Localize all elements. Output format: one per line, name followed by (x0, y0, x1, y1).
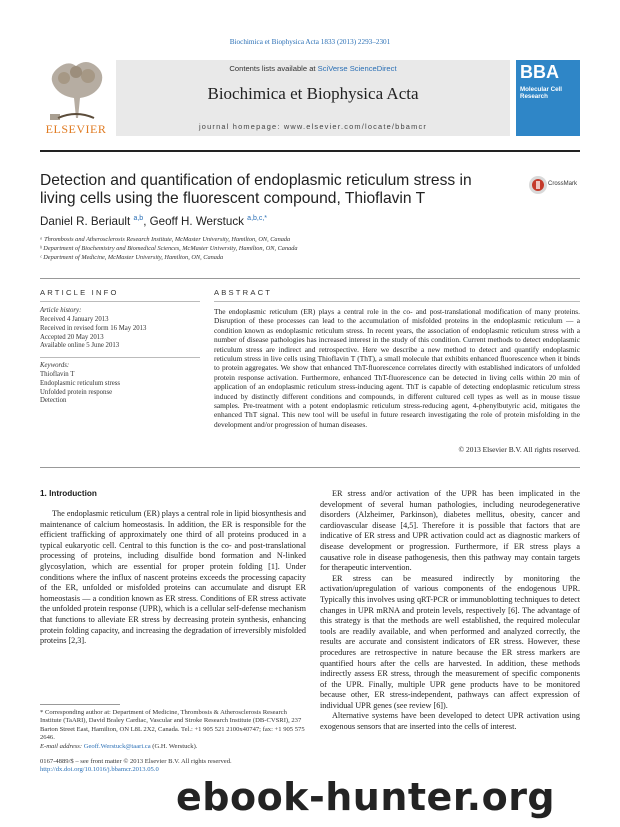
journal-title: Biochimica et Biophysica Acta (207, 84, 419, 103)
section-divider (40, 467, 580, 468)
history-list (40, 316, 146, 351)
author-list: Daniel R. Beriault $^{a,b}$, Geoff H. Werstuck $^{a,b,c,*}$ (40, 215, 268, 228)
affiliation: ᵇ Department of Biochemistry and Biomedical Sciences, McMaster University, Hamilton, ON, Canada (40, 245, 298, 252)
crossmark-label: CrossMark (548, 181, 578, 187)
footer-meta (40, 758, 306, 775)
cover-subtitle: Molecular Cell Research (520, 86, 562, 100)
author-name: Geoff H. Werstuck (149, 215, 244, 228)
body-column-right (320, 489, 580, 733)
paragraph: The endoplasmic reticulum (ER) plays a central role in lipid biosynthesis and maintenance of calcium homeostasis. In addition, the ER is responsible for the efficient trafficking of approximately one third of all proteins produced in a typical eukaryotic cell. Central to this function is the co- and post-translational processing of proteins, including disulfide bond formation and N-linked glycosylation, which are essential for proper protein folding [1]. Under conditions where the influx of nascent proteins exceeds the processing capacity of the ER, unfolded or misfolded proteins can accumulate and disrupt ER homeostasis — a condition known as ER stress. Conditions of ER stress activate the unfolded protein response (UPR), which is a cellular self-defense mechanism that functions to alleviate ER stress by decreasing protein synthesis, enhancing protein folding capacity, and increasing the degradation of irreversibly misfolded proteins [2,3]. (40, 509, 306, 646)
keywords-rule (40, 357, 200, 358)
elsevier-wordmark: ELSEVIER (45, 122, 107, 136)
contents-line (116, 64, 510, 73)
journal-homepage-link[interactable]: journal homepage: www.elsevier.com/locate/bbamcr (198, 122, 428, 131)
keyword: Detection (40, 397, 67, 405)
header-divider (40, 150, 580, 152)
author-name: Daniel R. Beriault (40, 215, 131, 228)
issn-line: 0167-4889/$ – see front matter © 2013 Elsevier B.V. All rights reserved. (40, 758, 232, 765)
author-affil-marker[interactable]: a,b (133, 215, 144, 223)
email-link[interactable]: Geoff.Werstuck@taari.ca (83, 742, 151, 750)
keyword: Endoplasmic reticulum stress (40, 379, 121, 387)
abstract-heading: ABSTRACT (214, 288, 273, 297)
copyright-line: © 2013 Elsevier B.V. All rights reserved. (458, 445, 580, 454)
history-item: Received in revised form 16 May 2013 (40, 324, 147, 332)
abstract-text: The endoplasmic reticulum (ER) plays a central role in the co- and post-translational modification of many proteins. Disruption of these processes can lead to the accumulation of misfolded proteins in the endoplasmic reticulum — a condition known as endoplasmic reticulum stress. In recent years, the association of endoplasmic reticulum stress with a number of disease pathologies has increased interest in the study of this condition. Current methods to detect endoplasmic reticulum stress are indirect and retrospective. Here we describe a new method to detect and quantify endoplasmic reticulum stress in live cells using Thioflavin T (ThT), a small molecule that exhibits enhanced fluorescence when it binds to protein aggregates. We show that enhanced ThT-fluorescence correlates directly with established indicators of unfolded protein response activation. Furthermore, enhanced ThT-fluorescence can be detected in living cells within 20 min of application of an endoplasmic reticulum stress-inducing agent. ThT is capable of detecting endoplasmic reticulum stress induced by distinctly different conditions and compounds, in different cultured cell types as well as in mouse tissue samples. Pre-treatment with a potent endoplasmic reticulum stress-reducing agent, 4-phenylbutyric acid, mitigates the enhanced ThT signal. This new tool will be useful in future research investigating the role of protein misfolding in the development and/or progression of human diseases. (214, 307, 580, 429)
affiliation: ᶜ Department of Medicine, McMaster University, Hamilton, ON, Canada (40, 254, 224, 261)
history-item: Received 4 January 2013 (40, 316, 109, 323)
abstract-rule (214, 301, 580, 302)
email-suffix: (G.H. Werstuck). (150, 742, 198, 750)
paragraph: ER stress and/or activation of the UPR has been implicated in the development of several human pathologies, including neurodegenerative disorders (Alzheimer, Parkinson), diabetes mellitus, obesity, cancer and cardiovascular disease [4,5]. Therefore it is possible that factors that are indicative of ER stress and UPR activation could act as diagnostic markers of disease development or progression. Furthermore, if ER stress plays a causative role in disease pathogenesis, then this pathway may contain targets for therapeutic intervention. (320, 489, 580, 573)
section-divider (40, 278, 580, 279)
history-item: Available online 5 June 2013 (40, 342, 120, 350)
sciencedirect-link[interactable]: SciVerse ScienceDirect (317, 64, 397, 73)
intro-heading: 1. Introduction (40, 489, 97, 498)
doi-link[interactable]: http://dx.doi.org/10.1016/j.bbamcr.2013.05.0 (40, 766, 159, 774)
watermark: ebook-hunter.org (176, 775, 556, 819)
email-label: E-mail address: (40, 742, 84, 750)
history-item: Accepted 20 May 2013 (40, 333, 104, 341)
keywords-label: Keywords: (40, 362, 70, 369)
footnote-text: * Corresponding author at: Department of Medicine, Thrombosis & Atherosclerosis Research Institute (TaARI), David Braley Cardiac, Vascular and Stroke Research Institute (DB-CVSRI), 237 Barton Street East, Hamilton, ON L8L 2X2, Canada. Tel.: +1 905 521 2100x40747; fax: +1 905 575 2646. (40, 709, 305, 742)
running-head[interactable]: Biochimica et Biophysica Acta 1833 (2013) 2293–2301 (229, 38, 391, 46)
corresponding-author-footnote (40, 709, 306, 751)
cover-title: BBA (520, 62, 559, 82)
history-label: Article history: (40, 307, 82, 314)
body-column-left (40, 509, 306, 647)
keyword: Unfolded protein response (40, 388, 113, 396)
affiliation: ᵃ Thrombosis and Atherosclerosis Research Institute, McMaster University, Hamilton, ON, Canada (40, 236, 291, 243)
contents-prefix: Contents lists available at (229, 64, 318, 73)
article-info-heading: ARTICLE INFO (40, 288, 119, 297)
article-title: Detection and quantification of endoplasmic reticulum stress in living cells using the fluorescent compound, Thioflavin T (40, 172, 472, 207)
keyword-list (40, 371, 120, 406)
keyword: Thioflavin T (40, 371, 75, 378)
footnote-rule (40, 704, 120, 705)
author-affil-marker[interactable]: a,b,c,* (247, 215, 268, 223)
paragraph: ER stress can be measured indirectly by monitoring the activation/upregulation of various components of the endogenous UPR. Typically this involves using qRT-PCR or immunoblotting techniques to detect changes in UPR mRNA and protein levels, respectively [6]. The advantage of this strategy is that the methods are well established, the required molecular tools are readily available, and when performed and analyzed correctly, the results are accurate and consistent indicators of ER stress. However, these procedures are retrospective in nature because the ER stress markers are quantified hours after the cells are harvested. In addition, these methods indirectly assess ER stress, through the measurement of specific components of the UPR. Finally, multiple UPR gene products have to be monitored because other, ER stress-independent, pathways can affect expression of individual UPR genes (see review [6]). (320, 573, 580, 710)
paragraph: Alternative systems have been developed to detect UPR activation using exogenous sensors that are inserted into the cells of interest. (320, 711, 580, 732)
article-info-rule (40, 301, 200, 302)
